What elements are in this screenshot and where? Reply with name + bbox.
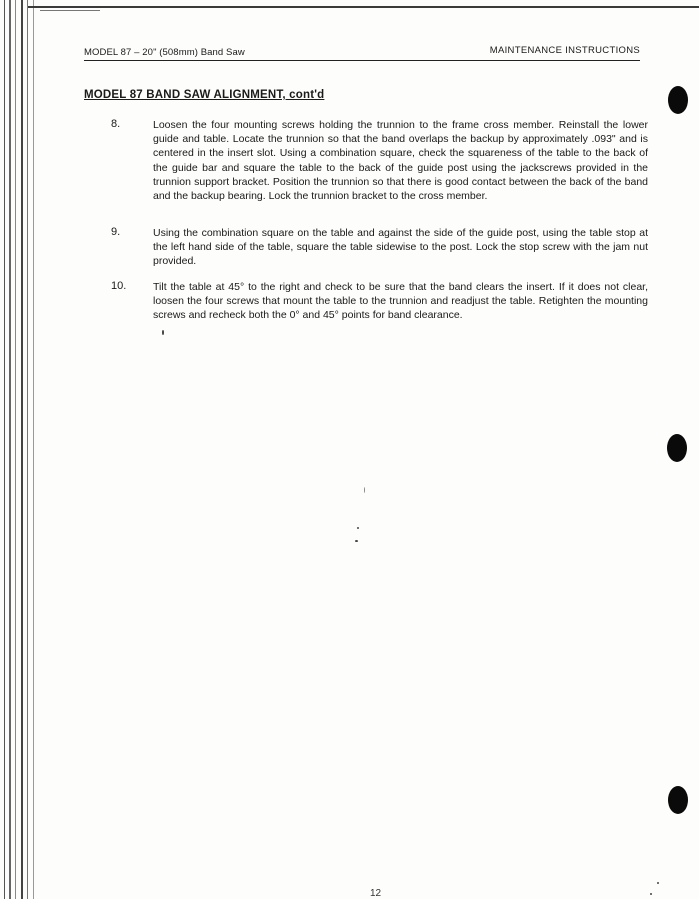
scan-speck [657,882,659,884]
scan-speck [650,893,652,895]
step-text: Tilt the table at 45° to the right and check to be sure that the band clears the insert. If it does not clear, loosen the four screws that mount the table to the trunnion and readjust the table. Retighten the mounting screws and recheck both the 0° and 45° points for band clearance. [153,281,648,322]
step-number: 8. [111,118,121,130]
scan-speck [162,330,164,335]
scan-top-mark [40,10,100,11]
punch-hole [667,434,687,462]
binding-edge [0,0,40,899]
header-model-title: MODEL 87 – 20" (508mm) Band Saw [84,47,245,58]
step-text: Using the combination square on the table and against the side of the guide post, using the table stop at the left hand side of the table, square the table sidewise to the post. Lock the stop screw with the jam nut provided. [153,227,648,268]
section-title: MODEL 87 BAND SAW ALIGNMENT, cont'd [84,89,325,101]
step-number: 10. [111,280,127,292]
punch-hole [668,86,688,114]
header-section-title: MAINTENANCE INSTRUCTIONS [489,45,640,56]
scan-speck [364,487,365,493]
scan-top-edge [28,6,699,8]
page-number: 12 [370,888,382,899]
page-header [84,40,640,61]
scan-speck [357,527,359,529]
punch-hole [668,786,688,814]
step-text: Loosen the four mounting screws holding the trunnion to the frame cross member. Reinstall the lower guide and table. Locate the trunnion so that the band overlaps the backup by approximately .093" and is centered in the insert slot. Using a combination square, check the squareness of the table to the back of the guide bar and square the table to the back of the guide post using the jackscrews provided in the trunnion support bracket. Position the trunnion so that there is good contact between the back of the band and the backup bearing. Lock the trunnion bracket to the cross member. [153,119,648,203]
scan-speck [355,540,358,542]
step-number: 9. [111,226,121,238]
